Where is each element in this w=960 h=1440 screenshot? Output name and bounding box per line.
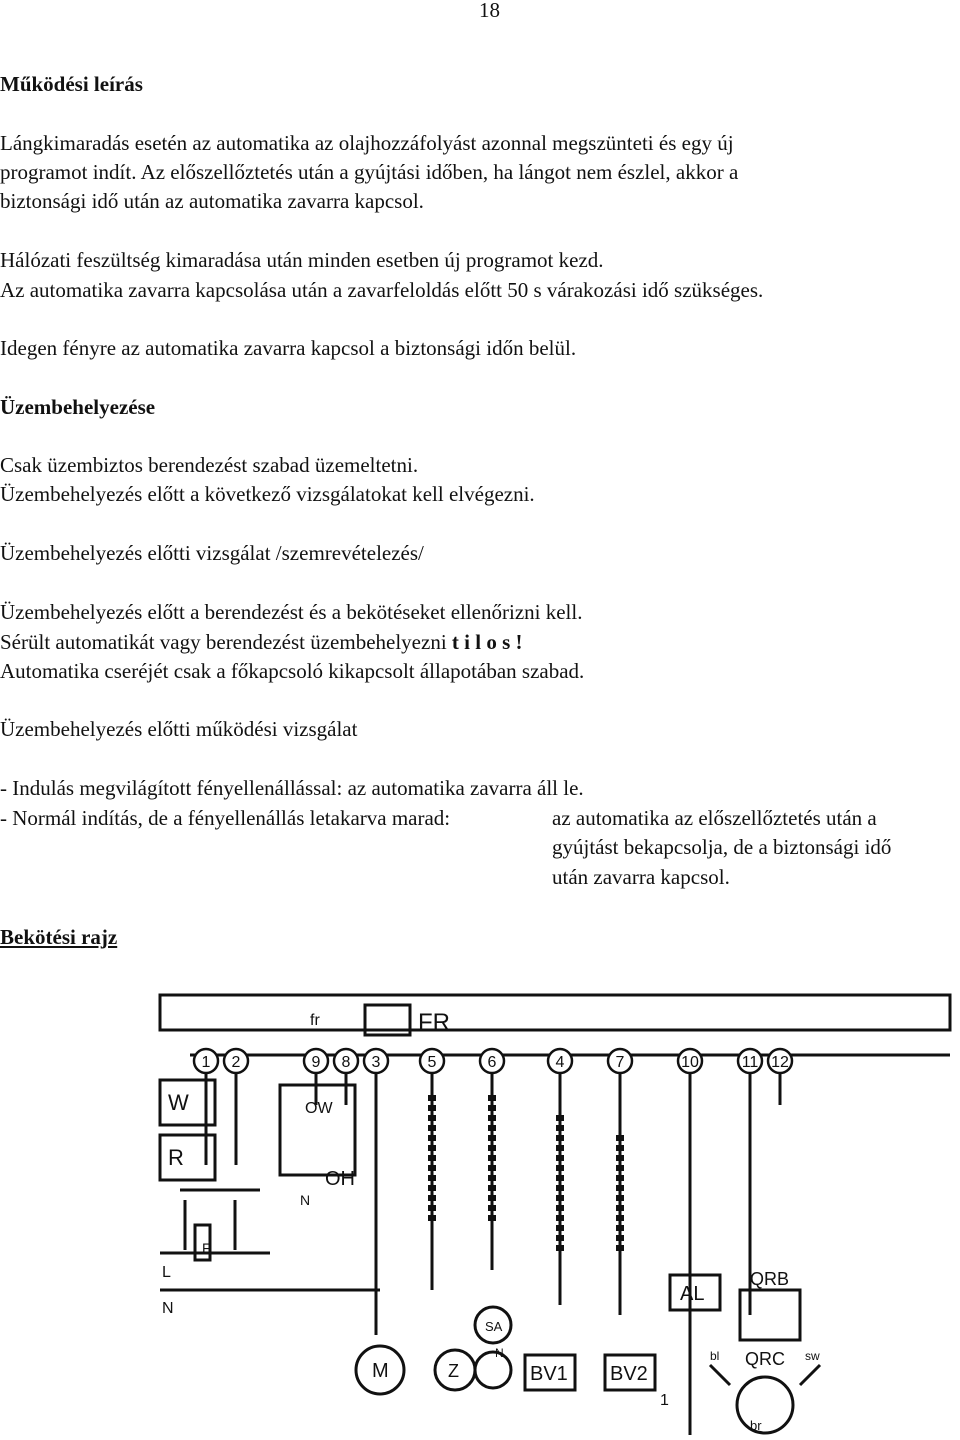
terminal-label: 12: [771, 1054, 789, 1071]
fr-label: FR: [418, 1009, 450, 1036]
paragraph-line: Lángkimaradás esetén az automatika az olajhozzáfolyást azonnal megszünteti és egy új: [0, 131, 734, 155]
list-item: - Indulás megvilágított fényellenállással: az automatika zavarra áll le.: [0, 776, 584, 800]
device-frame: [160, 995, 950, 1030]
list-item-continuation: után zavarra kapcsol.: [552, 865, 730, 889]
m-label: M: [372, 1360, 389, 1382]
subsection-title-visual-check: Üzembehelyezés előtti vizsgálat /szemrevételezés/: [0, 541, 424, 565]
paragraph-line: Automatika cseréjét csak a főkapcsoló kikapcsolt állapotában szabad.: [0, 659, 585, 683]
l-label: L: [162, 1264, 171, 1281]
callout-label: 1: [660, 1392, 669, 1409]
n-label: N: [300, 1192, 311, 1208]
paragraph-line: Az automatika zavarra kapcsolása után a zavarfeloldás előtt 50 s várakozási idő szükséges.: [0, 278, 764, 302]
ow-label: OW: [305, 1100, 333, 1117]
sa-label: SA: [485, 1319, 503, 1334]
terminal-label: 4: [555, 1054, 565, 1071]
qrc-sensor: [737, 1377, 793, 1433]
terminal-label: 7: [615, 1054, 625, 1071]
z-label: Z: [448, 1361, 459, 1381]
paragraph-line: programot indít. Az előszellőztetés után a gyújtási időben, ha lángot nem észlel, akkor a: [0, 160, 739, 184]
qrc-label: QRC: [745, 1349, 785, 1369]
bv2-label: BV2: [610, 1363, 648, 1385]
list-item-continuation: gyújtást bekapcsolja, de a biztonsági idő: [552, 835, 892, 859]
paragraph-line: [0, 629, 522, 655]
qrb-label: QRB: [750, 1269, 790, 1289]
paragraph-line: Idegen fényre az automatika zavarra kapcsol a biztonsági időn belül.: [0, 336, 577, 360]
fr-small-label: fr: [310, 1012, 320, 1029]
paragraph-line: biztonsági idő után az automatika zavarra kapcsol.: [0, 189, 424, 213]
subsection-title-functional-check: Üzembehelyezés előtti működési vizsgálat: [0, 717, 358, 741]
section-title-wiring: Bekötési rajz: [0, 925, 118, 949]
terminal-label: 11: [741, 1054, 759, 1071]
warning-text: Sérült automatikát vagy berendezést üzembehelyezni: [0, 630, 452, 654]
paragraph-line: Üzembehelyezés előtt a következő vizsgálatokat kell elvégezni.: [0, 482, 535, 506]
al-label: AL: [680, 1283, 705, 1305]
terminal-label: 2: [231, 1054, 241, 1071]
sw-label: sw: [805, 1349, 820, 1363]
terminal-label: 9: [311, 1054, 321, 1071]
f-label: F: [202, 1240, 211, 1256]
terminal-label: 10: [681, 1054, 699, 1071]
list-item-continuation: az automatika az előszellőztetés után a: [552, 806, 877, 830]
n-label: N: [162, 1300, 174, 1317]
r-label: R: [168, 1145, 184, 1170]
oh-label: OH: [325, 1168, 355, 1190]
terminal-label: 5: [427, 1054, 437, 1071]
paragraph-line: Üzembehelyezés előtt a berendezést és a bekötéseket ellenőrizni kell.: [0, 600, 583, 624]
terminal-label: 1: [201, 1054, 211, 1071]
terminal-label: 6: [487, 1054, 497, 1071]
br-label: br: [750, 1418, 762, 1433]
terminal-label: 8: [341, 1054, 351, 1071]
section-title-operation: Működési leírás: [0, 72, 143, 96]
page-number: 18: [479, 0, 500, 22]
paragraph-line: Csak üzembiztos berendezést szabad üzemeltetni.: [0, 453, 419, 477]
bl-label: bl: [710, 1349, 720, 1363]
n-label: N: [495, 1346, 504, 1360]
forbidden-emphasis: t i l o s !: [451, 630, 523, 654]
terminal-label: 3: [371, 1054, 381, 1071]
paragraph-line: Hálózati feszültség kimaradása után minden esetben új programot kezd.: [0, 248, 604, 272]
bv1-label: BV1: [530, 1363, 568, 1385]
wiring-diagram: [150, 985, 960, 1435]
list-item: - Normál indítás, de a fényellenállás letakarva marad:: [0, 806, 451, 830]
section-title-commissioning: Üzembehelyezése: [0, 395, 156, 419]
w-label: W: [168, 1090, 189, 1115]
